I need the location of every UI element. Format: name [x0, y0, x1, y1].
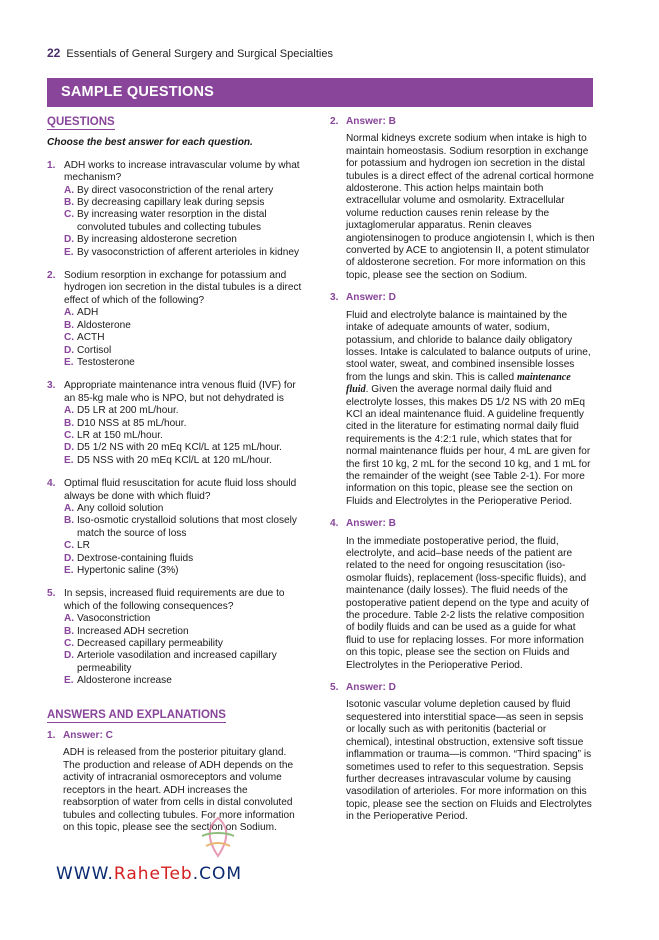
answer-option — [64, 613, 305, 625]
answer-option — [64, 405, 305, 417]
answer-option — [64, 455, 305, 467]
option-letter: D. — [64, 344, 75, 356]
answer-label: 3. Answer: D — [330, 292, 396, 304]
question-number: 3. — [47, 380, 56, 392]
option-text: Vasoconstriction — [77, 613, 151, 625]
right-column — [330, 116, 595, 834]
banner-title: SAMPLE QUESTIONS — [61, 84, 215, 100]
option-letter: D. — [64, 650, 75, 662]
question-4 — [47, 478, 305, 577]
answer-option — [64, 515, 305, 540]
answer-text: Isotonic vascular volume depletion caused by fluid sequestered into interstitial space—as seen in sepsis or locally such as with peritonitis (bacterial or chemical), intestinal obstruction, extensive soft tissue inflammation or trauma—is common. “Third spacing” is sometimes used to refer to this sequestration. Sepsis further decreases intravascular volume by causing vasodilation of arterioles. For more information on this topic, please see the section on Fluids and Electrolytes in the Perioperative Period. — [346, 699, 592, 823]
question-5 — [47, 588, 305, 687]
option-letter: E. — [64, 356, 74, 368]
answer-5 — [330, 682, 595, 823]
option-text: Iso-osmotic crystalloid solutions that most closely match the source of loss — [77, 515, 297, 539]
option-text: Hypertonic saline (3%) — [77, 565, 179, 576]
answer-option — [64, 675, 305, 687]
option-text: By direct vasoconstriction of the renal artery — [77, 184, 274, 196]
option-text: Any colloid solution — [77, 502, 164, 514]
option-text: Testosterone — [77, 356, 135, 368]
option-letter: C. — [64, 540, 75, 552]
watermark-logo-icon — [198, 816, 238, 858]
option-letter: E. — [64, 454, 74, 466]
question-2 — [47, 270, 305, 369]
option-text: D5 LR at 200 mL/hour. — [77, 405, 179, 417]
option-letter: E. — [64, 246, 74, 258]
answer-option — [64, 503, 305, 515]
answer-text: Fluid and electrolyte balance is maintained by the intake of adequate amounts of water, sodium, potassium, and chloride to balance daily obligatory losses. Intake is calculated to balance outputs of urine, stool water, sweat, and combined insensible losses from the lungs and skin. This is called maintenance fluid. Given the average normal daily fluid and electrolyte losses, this makes D5 1/2 NS with 20 mEq KCl an ideal maintenance fluid. A guideline frequently cited in the literature for estimating normal daily fluid requirements is the 4:2:1 rule, which states that for normal maintenance fluids per hour, 4 mL are given for the first 10 kg, 2 mL for the second 10 kg, and 1 mL for the remainder of the weight (see Table 2-1). For more information on this topic, please see the section on Fluids and Electrolytes in the Perioperative Period. — [346, 309, 591, 507]
option-text: By increasing water resorption in the distal convoluted tubules and collecting tubules — [77, 209, 267, 233]
answer-3 — [330, 292, 595, 508]
question-stem: Sodium resorption in exchange for potassium and hydrogen ion secretion in the distal tubules is a direct effect of which of the following? — [64, 270, 302, 306]
option-letter: D. — [64, 552, 75, 564]
question-number: 2. — [47, 270, 56, 282]
option-letter: B. — [64, 197, 75, 209]
option-text: Increased ADH secretion — [77, 625, 189, 637]
option-text: D5 NSS with 20 mEq KCl/L at 120 mL/hour. — [77, 454, 272, 466]
option-text: By decreasing capillary leak during sepsis — [77, 197, 265, 209]
instructions: Choose the best answer for each question. — [47, 137, 253, 149]
option-letter: D. — [64, 234, 75, 246]
answer-option — [64, 357, 305, 369]
running-head — [47, 46, 333, 60]
answer-option — [64, 185, 305, 197]
option-text: By vasoconstriction of afferent arterioles in kidney — [77, 246, 299, 258]
answer-option — [64, 209, 305, 234]
answer-label: 5. Answer: D — [330, 682, 396, 694]
option-letter: B. — [64, 515, 75, 527]
answer-4 — [330, 518, 595, 672]
question-list — [47, 160, 305, 688]
option-text: Arteriole vasodilation and increased capillary permeability — [77, 650, 277, 674]
option-text: Aldosterone — [77, 319, 131, 331]
answer-1 — [47, 730, 305, 834]
answer-label: 4. Answer: B — [330, 518, 396, 530]
left-column — [47, 116, 305, 844]
answer-option — [64, 650, 305, 675]
option-text: D5 1/2 NS with 20 mEq KCl/L at 125 mL/hour. — [77, 442, 282, 454]
answer-option — [64, 540, 305, 552]
option-text: LR — [77, 540, 90, 552]
questions-heading: QUESTIONS — [47, 116, 115, 130]
option-text: Dextrose-containing fluids — [77, 552, 194, 564]
question-1 — [47, 160, 305, 259]
option-text: D10 NSS at 85 mL/hour. — [77, 417, 187, 429]
question-stem: ADH works to increase intravascular volume by what mechanism? — [64, 159, 300, 184]
answer-option — [64, 638, 305, 650]
question-number: 5. — [47, 588, 56, 600]
option-letter: A. — [64, 613, 75, 625]
option-text: LR at 150 mL/hour. — [77, 429, 163, 441]
answer-option — [64, 418, 305, 430]
question-number: 4. — [47, 478, 56, 490]
option-letter: C. — [64, 209, 75, 221]
option-letter: C. — [64, 638, 75, 650]
answer-option — [64, 553, 305, 565]
answer-option — [64, 442, 305, 454]
option-text: ACTH — [77, 332, 105, 344]
answer-option — [64, 197, 305, 209]
option-letter: C. — [64, 332, 75, 344]
question-stem: In sepsis, increased fluid requirements are due to which of the following consequences? — [64, 588, 285, 612]
option-letter: E. — [64, 565, 74, 576]
option-text: Aldosterone increase — [77, 675, 172, 687]
term-maintenance-fluid: maintenance fluid — [346, 371, 571, 396]
answer-2 — [330, 116, 595, 282]
section-banner — [47, 78, 593, 107]
answer-option — [64, 565, 305, 577]
option-letter: D. — [64, 442, 75, 454]
option-letter: B. — [64, 319, 75, 331]
option-letter: A. — [64, 184, 75, 196]
watermark: WWW.RaheTeb.COM — [56, 864, 243, 884]
option-text: ADH — [77, 307, 99, 319]
question-stem: Appropriate maintenance intra venous fluid (IVF) for an 85-kg male who is NPO, but not dehydrated is — [64, 380, 296, 404]
option-letter: A. — [64, 307, 75, 319]
answer-option — [64, 345, 305, 357]
option-letter: A. — [64, 502, 75, 514]
answer-text: Normal kidneys excrete sodium when intake is high to maintain homeostasis. Sodium resorption in exchange for potassium and hydrogen ion secretion in the distal tubules is a direct effect of the adrenal cortical hormone aldosterone. This action helps maintain both extracellular volume and osmolarity. Extracellular volume reduction causes renin release by the juxtaglomerular apparatus. Renin cleaves angiotensinogen to produce angiotensin I, which is then converted by ACE to angiotensin II, a potent stimulator of aldosterone secretion. For more information on this topic, please see the section on Sodium. — [346, 133, 595, 281]
option-letter: B. — [64, 625, 75, 637]
answer-text: In the immediate postoperative period, the fluid, electrolyte, and acid–base needs of the patient are related to the need for ongoing resuscitation (iso-osmolar fluids), replacement (loss-specific fluids), and maintenance (daily losses). The fluid needs of the postoperative patient depend on the type and acuity of the procedure. Table 2-2 lists the relative composition of bodily fluids and can be used as a guide for what fluid to use for replacing losses. For more information on this topic, please see the section on Fluids and Electrolytes in the Perioperative Period. — [346, 535, 589, 671]
option-text: Decreased capillary permeability — [77, 638, 223, 650]
answer-option — [64, 320, 305, 332]
answer-option — [64, 430, 305, 442]
option-letter: E. — [64, 675, 74, 687]
answer-option — [64, 234, 305, 246]
option-letter: C. — [64, 429, 75, 441]
option-text: Cortisol — [77, 344, 112, 356]
question-number: 1. — [47, 159, 56, 171]
question-stem: Optimal fluid resuscitation for acute fluid loss should always be done with which fluid? — [64, 478, 297, 502]
answer-label: 2. Answer: B — [330, 116, 396, 127]
page-number: 22 — [47, 46, 61, 60]
running-title: Essentials of General Surgery and Surgical Specialties — [66, 48, 333, 60]
answer-label: 1. Answer: C — [47, 730, 113, 742]
answer-option — [64, 247, 305, 259]
option-letter: B. — [64, 417, 75, 429]
option-letter: A. — [64, 405, 75, 417]
answer-option — [64, 626, 305, 638]
option-text: By increasing aldosterone secretion — [77, 234, 237, 246]
answer-option — [64, 332, 305, 344]
answer-option — [64, 307, 305, 319]
question-3 — [47, 380, 305, 467]
answer-text: ADH is released from the posterior pituitary gland. The production and release of ADH depends on the activity of intracranial osmoreceptors and volume receptors in the heart. ADH increases the reabsorption of water from cells in distal convoluted tubules and collecting tubules. For more information on this topic, please see the section on Sodium. — [63, 747, 295, 833]
answers-heading: ANSWERS AND EXPLANATIONS — [47, 709, 226, 723]
